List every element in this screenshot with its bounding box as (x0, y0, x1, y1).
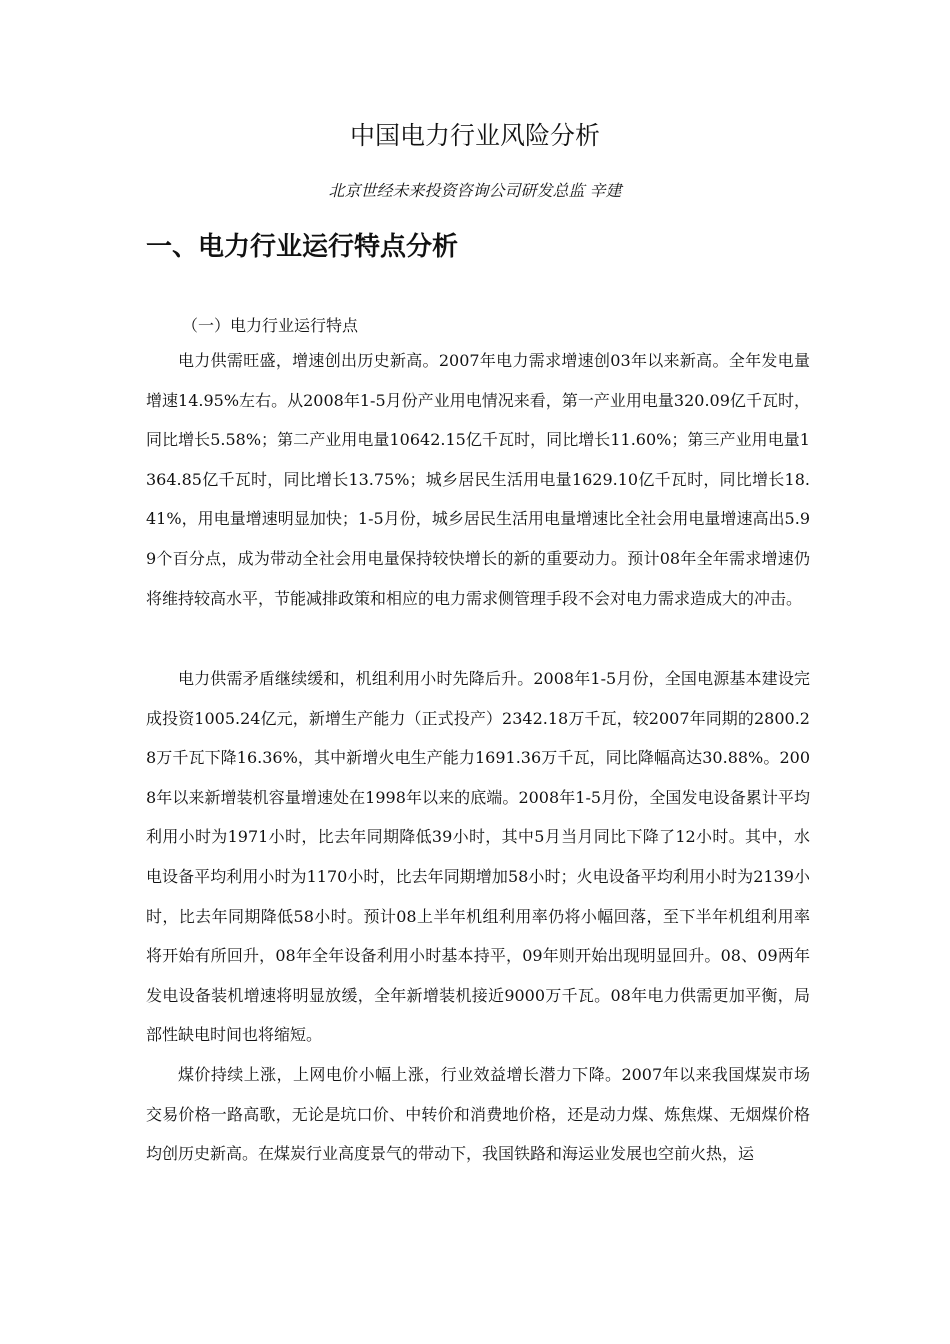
document-title: 中国电力行业风险分析 (349, 121, 600, 150)
section-heading: 一、电力行业运行特点分析 (146, 232, 459, 262)
paragraph-1: 电力供需旺盛，增速创出历史新高。2007年电力需求增速创03年以来新高。全年发电量增速14.95%左右。从2008年1-5月份产业用电情况来看，第一产业用电量320.09亿千瓦时，同比增长5.58%；第二产业用电量10642.15亿千瓦时，同比增长11.60%；第三产业用电量1364.85亿千瓦时，同比增长13.75%；城乡居民生活用电量1629.10亿千瓦时，同比增长18.41%，用电量增速明显加快；1-5月份，城乡居民生活用电量增速比全社会用电量增速高出5.99个百分点，成为带动全社会用电量保持较快增长的新的重要动力。预计08年全年需求增速仍将维持较高水平，节能减排政策和相应的电力需求侧管理手段不会对电力需求造成大的冲击。 (146, 351, 810, 608)
subsection-heading: （一）电力行业运行特点 (182, 316, 359, 335)
paragraph-3: 煤价持续上涨，上网电价小幅上涨，行业效益增长潜力下降。2007年以来我国煤炭市场交易价格一路高歌，无论是坑口价、中转价和消费地价格，还是动力煤、炼焦煤、无烟煤价格均创历史新高。在煤炭行业高度景气的带动下，我国铁路和海运业发展也空前火热，运 (146, 1065, 810, 1164)
paragraph-2: 电力供需矛盾继续缓和，机组利用小时先降后升。2008年1-5月份，全国电源基本建设完成投资1005.24亿元，新增生产能力（正式投产）2342.18万千瓦，较2007年同期的2800.28万千瓦下降16.36%，其中新增火电生产能力1691.36万千瓦，同比降幅高达30.88%。2008年以来新增装机容量增速处在1998年以来的底端。2008年1-5月份，全国发电设备累计平均利用小时为1971小时，比去年同期降低39小时，其中5月当月同比下降了12小时。其中，水电设备平均利用小时为1170小时，比去年同期增加58小时；火电设备平均利用小时为2139小时，比去年同期降低58小时。预计08上半年机组利用率仍将小幅回落，至下半年机组利用率将开始有所回升，08年全年设备利用小时基本持平，09年则开始出现明显回升。08、09两年发电设备装机增速将明显放缓，全年新增装机接近9000万千瓦。08年电力供需更加平衡，局部性缺电时间也将缩短。 (146, 669, 810, 1045)
document-author: 北京世经未来投资咨询公司研发总监 辛建 (328, 181, 622, 200)
